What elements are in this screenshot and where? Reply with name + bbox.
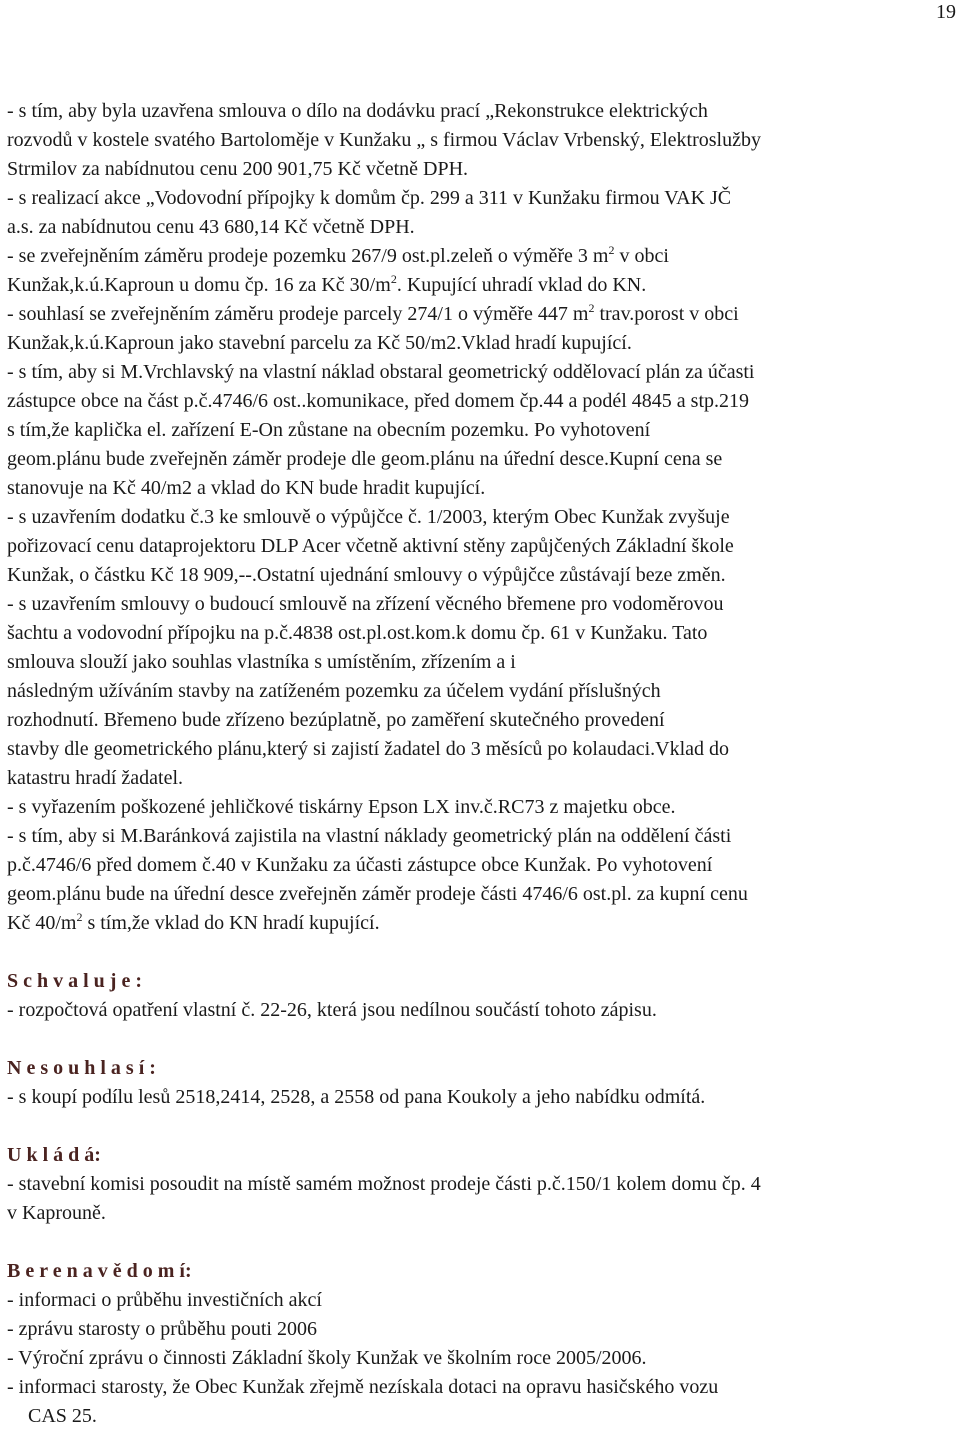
text-segment: - s tím, aby byla uzavřena smlouva o dílo na dodávku prací „Rekonstrukce elektrických [7, 100, 708, 122]
text-segment: s tím,že vklad do KN hradí kupující. [82, 912, 380, 934]
text-segment: - s tím, aby si M.Vrchlavský na vlastní náklad obstaral geometrický oddělovací plán za účasti [7, 361, 755, 383]
text-line [7, 1402, 957, 1431]
text-line [7, 184, 957, 213]
text-line [7, 1344, 957, 1373]
text-line [7, 706, 957, 735]
page-number: 19 [936, 1, 956, 23]
text-line [7, 532, 957, 561]
text-segment: rozhodnutí. Břemeno bude zřízeno bezúplatně, po zaměření skutečného provedení [7, 709, 665, 731]
text-line [7, 1286, 957, 1315]
text-segment: - Výroční zprávu o činnosti Základní školy Kunžak ve školním roce 2005/2006. [7, 1347, 647, 1369]
text-segment: následným užíváním stavby na zatíženém pozemku za účelem vydání příslušných [7, 680, 661, 702]
text-line [7, 126, 957, 155]
text-segment: CAS 25. [28, 1405, 97, 1427]
text-segment: - s vyřazením poškozené jehličkové tiskárny Epson LX inv.č.RC73 z majetku obce. [7, 796, 676, 818]
text-line [7, 880, 957, 909]
paragraph-gap [7, 1112, 957, 1141]
text-segment: geom.plánu bude na úřední desce zveřejněn záměr prodeje části 4746/6 ost.pl. za kupní cenu [7, 883, 748, 905]
text-line [7, 996, 957, 1025]
superscript: 2 [588, 301, 595, 315]
paragraph-gap [7, 1025, 957, 1054]
text-segment: šachtu a vodovodní přípojku na p.č.4838 ost.pl.ost.kom.k domu čp. 61 v Kunžaku. Tato [7, 622, 708, 644]
superscript: 2 [608, 243, 615, 257]
text-line [7, 1373, 957, 1402]
text-segment: - informaci o průběhu investičních akcí [7, 1289, 322, 1311]
text-line [7, 590, 957, 619]
text-line [7, 1315, 957, 1344]
text-segment: Kč 40/m [7, 912, 77, 934]
text-segment: s tím,že kaplička el. zařízení E-On zůstane na obecním pozemku. Po vyhotovení [7, 419, 651, 441]
text-line [7, 213, 957, 242]
text-line [7, 358, 957, 387]
text-segment: stanovuje na Kč 40/m2 a vklad do KN bude hradit kupující. [7, 477, 486, 499]
text-line [7, 648, 957, 677]
text-line [7, 561, 957, 590]
text-segment: katastru hradí žadatel. [7, 767, 184, 789]
text-segment: - se zveřejněním záměru prodeje pozemku 267/9 ost.pl.zeleň o výměře 3 m [7, 245, 609, 267]
text-segment: pořizovací cenu dataprojektoru DLP Acer včetně aktivní stěny zapůjčených Základní škole [7, 535, 734, 557]
text-segment: - s realizací akce „Vodovodní přípojky k domům čp. 299 a 311 v Kunžaku firmou VAK JČ [7, 187, 732, 209]
text-segment: - rozpočtová opatření vlastní č. 22-26, která jsou nedílnou součástí tohoto zápisu. [7, 999, 657, 1021]
text-segment: p.č.4746/6 před domem č.40 v Kunžaku za účasti zástupce obce Kunžak. Po vyhotovení [7, 854, 713, 876]
text-segment: trav.porost v obci [594, 303, 739, 325]
text-segment: - souhlasí se zveřejněním záměru prodeje parcely 274/1 o výměře 447 m [7, 303, 589, 325]
paragraph-gap [7, 1228, 957, 1257]
text-line [7, 155, 957, 184]
text-line [7, 242, 957, 271]
text-segment: - s uzavřením dodatku č.3 ke smlouvě o výpůjčce č. 1/2003, kterým Obec Kunžak zvyšuje [7, 506, 730, 528]
text-line [7, 851, 957, 880]
text-line [7, 735, 957, 764]
superscript: 2 [76, 910, 83, 924]
text-line [7, 1170, 957, 1199]
text-line [7, 1083, 957, 1112]
text-segment: . Kupující uhradí vklad do KN. [396, 274, 647, 296]
text-segment: - informaci starosty, že Obec Kunžak zřejmě nezískala dotaci na opravu hasičského vozu [7, 1376, 719, 1398]
text-line [7, 329, 957, 358]
text-segment: v obci [614, 245, 669, 267]
text-line [7, 909, 957, 938]
text-line [7, 503, 957, 532]
text-segment: zástupce obce na část p.č.4746/6 ost..komunikace, před domem čp.44 a podél 4845 a stp.219 [7, 390, 750, 412]
document-body [7, 97, 957, 1431]
text-segment: - stavební komisi posoudit na místě samém možnost prodeje části p.č.150/1 kolem domu čp. 4 [7, 1173, 761, 1195]
text-segment: Kunžak,k.ú.Kaproun jako stavební parcelu za Kč 50/m2.Vklad hradí kupující. [7, 332, 632, 354]
text-line [7, 793, 957, 822]
text-segment: v Kaprouně. [7, 1202, 106, 1224]
text-segment: geom.plánu bude zveřejněn záměr prodeje dle geom.plánu na úřední desce.Kupní cena se [7, 448, 723, 470]
text-line [7, 822, 957, 851]
text-line [7, 271, 957, 300]
text-line [7, 619, 957, 648]
text-segment: - s koupí podílu lesů 2518,2414, 2528, a 2558 od pana Koukoly a jeho nabídku odmítá. [7, 1086, 706, 1108]
text-segment: Kunžak, o částku Kč 18 909,--.Ostatní ujednání smlouvy o výpůjčce zůstávají beze změn. [7, 564, 726, 586]
text-line [7, 764, 957, 793]
text-line [7, 97, 957, 126]
text-line [7, 387, 957, 416]
text-segment: - zprávu starosty o průběhu pouti 2006 [7, 1318, 317, 1340]
text-segment: Strmilov za nabídnutou cenu 200 901,75 Kč včetně DPH. [7, 158, 469, 180]
text-segment: stavby dle geometrického plánu,který si zajistí žadatel do 3 měsíců po kolaudaci.Vklad do [7, 738, 730, 760]
text-segment: - s uzavřením smlouvy o budoucí smlouvě na zřízení věcného břemene pro vodoměrovou [7, 593, 724, 615]
text-segment: a.s. za nabídnutou cenu 43 680,14 Kč včetně DPH. [7, 216, 415, 238]
text-segment: smlouva slouží jako souhlas vlastníka s umístěním, zřízením a i [7, 651, 516, 673]
text-line [7, 445, 957, 474]
text-segment: - s tím, aby si M.Baránková zajistila na vlastní náklady geometrický plán na oddělení části [7, 825, 732, 847]
section-heading: U k l á d á: [7, 1144, 101, 1166]
paragraph-gap [7, 938, 957, 967]
text-segment: Kunžak,k.ú.Kaproun u domu čp. 16 za Kč 30/m [7, 274, 391, 296]
section-heading: N e s o u h l a s í : [7, 1057, 156, 1079]
superscript: 2 [390, 272, 397, 286]
text-line [7, 474, 957, 503]
text-line [7, 1199, 957, 1228]
text-line [7, 300, 957, 329]
section-heading: S c h v a l u j e : [7, 970, 142, 992]
text-line [7, 677, 957, 706]
text-line [7, 416, 957, 445]
text-segment: rozvodů v kostele svatého Bartoloměje v Kunžaku „ s firmou Václav Vrbenský, Elektroslužby [7, 129, 761, 151]
section-heading: B e r e n a v ě d o m í: [7, 1260, 192, 1282]
